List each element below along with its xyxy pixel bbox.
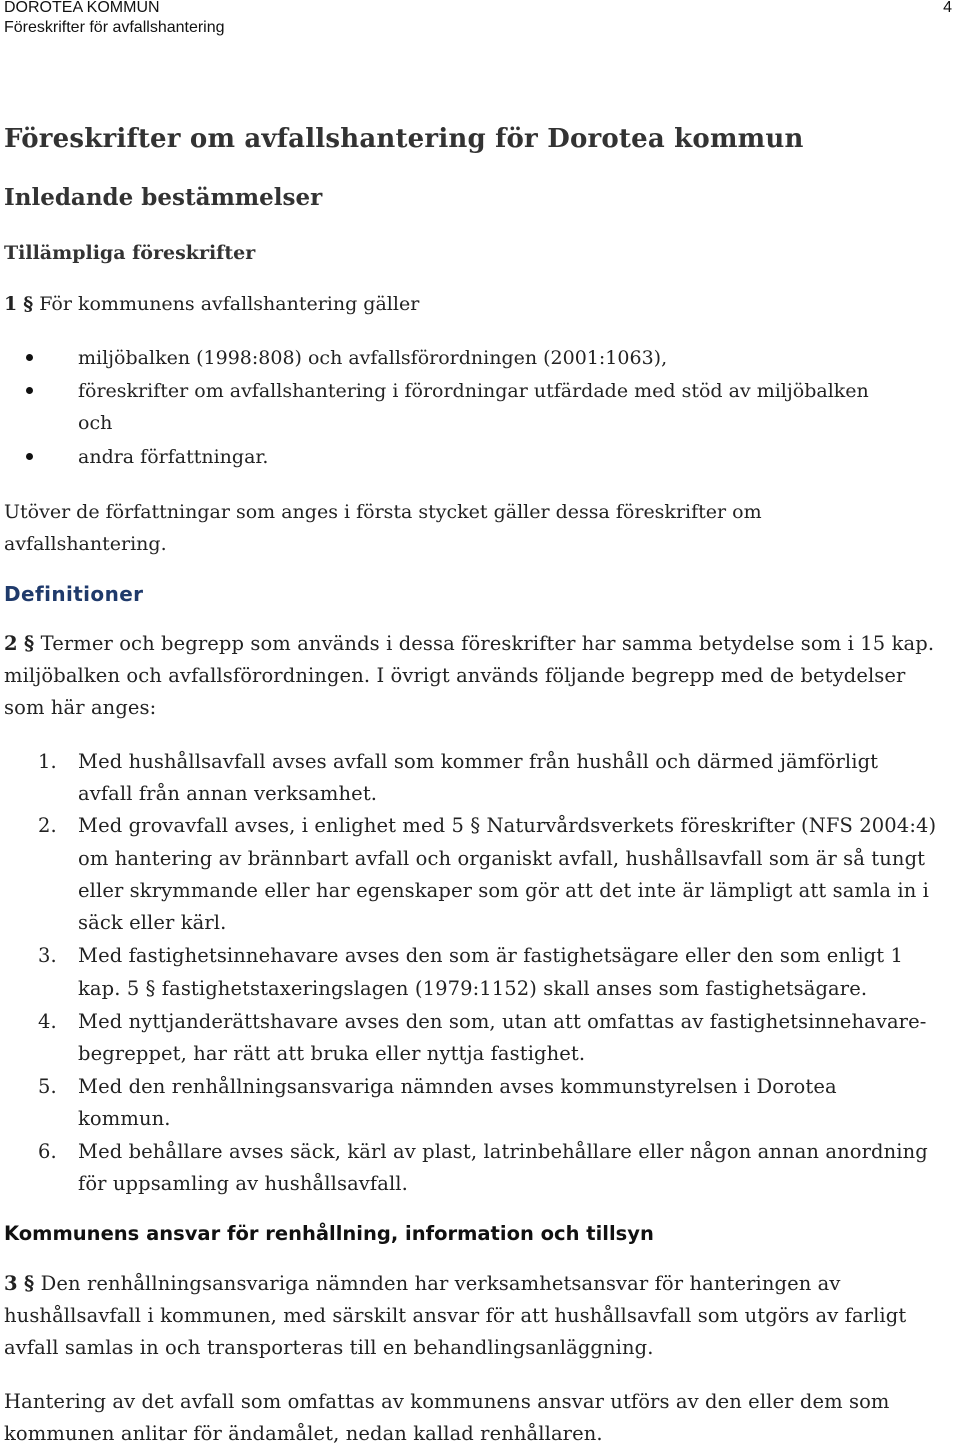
section-mark-icon: § xyxy=(23,1272,35,1295)
definition-text: Med behållare avses säck, kärl av plast, latrinbehållare eller någon annan anordning xyxy=(78,1140,928,1163)
list-item-text: och xyxy=(78,412,113,434)
list-item-text: miljöbalken (1998:808) och avfallsförordningen (2001:1063), xyxy=(78,347,668,369)
paragraph-3-line1 xyxy=(4,1268,841,1300)
paragraph-1 xyxy=(4,288,419,320)
subsection-heading-kommunens-ansvar: Kommunens ansvar för renhållning, information och tillsyn xyxy=(4,1222,654,1245)
paragraph-1-number: 1 xyxy=(4,293,18,315)
paragraph-2-text: Termer och begrepp som används i dessa föreskrifter har samma betydelse som i 15 kap. xyxy=(40,632,935,655)
definition-text: om hantering av brännbart avfall och organiskt avfall, hushållsavfall som är så tungt xyxy=(78,847,926,870)
definition-number: 4. xyxy=(38,1010,57,1033)
list-item-text: andra författningar. xyxy=(78,446,269,468)
bullet-icon xyxy=(26,354,33,361)
definition-text: för uppsamling av hushållsavfall. xyxy=(78,1172,408,1195)
definition-text: kap. 5 § fastighetstaxeringslagen (1979:1152) skall anses som fastighetsägare. xyxy=(78,977,868,1000)
paragraph-2-line3: som här anges: xyxy=(4,696,157,719)
header-subtitle: Föreskrifter för avfallshantering xyxy=(4,19,225,36)
definition-number: 2. xyxy=(38,814,57,837)
subsection-heading-definitioner: Definitioner xyxy=(4,582,144,606)
paragraph-3-text: Den renhållningsansvariga nämnden har verksamhetsansvar för hanteringen av xyxy=(40,1272,841,1295)
bullet-icon xyxy=(26,387,33,394)
paragraph-2-line2: miljöbalken och avfallsförordningen. I övrigt används följande begrepp med de betydelser xyxy=(4,664,906,687)
section-mark-icon: § xyxy=(23,632,35,655)
paragraph-utover-line2: avfallshantering. xyxy=(4,533,167,555)
definition-text: Med fastighetsinnehavare avses den som är fastighetsägare eller den som enligt 1 xyxy=(78,944,903,967)
list-item-text: föreskrifter om avfallshantering i förordningar utfärdade med stöd av miljöbalken xyxy=(78,380,869,402)
definition-text: Med hushållsavfall avses avfall som kommer från hushåll och därmed jämförligt xyxy=(78,750,879,773)
paragraph-2-number: 2 xyxy=(4,632,18,655)
definition-number: 6. xyxy=(38,1140,57,1163)
paragraph-1-text: För kommunens avfallshantering gäller xyxy=(39,293,420,315)
header-org: DOROTEA KOMMUN xyxy=(4,0,160,16)
section-heading-inledande: Inledande bestämmelser xyxy=(4,184,323,211)
definition-text: säck eller kärl. xyxy=(78,911,227,934)
definition-text: Med nyttjanderättshavare avses den som, utan att omfattas av fastighetsinnehavare- xyxy=(78,1010,927,1033)
paragraph-2-line1 xyxy=(4,628,934,660)
definition-text: eller skrymmande eller har egenskaper som gör att det inte är lämpligt att samla in i xyxy=(78,879,929,902)
document-title: Föreskrifter om avfallshantering för Dorotea kommun xyxy=(4,124,804,154)
paragraph-3-line3: avfall samlas in och transporteras till en behandlingsanläggning. xyxy=(4,1336,654,1359)
paragraph-utover-line1: Utöver de författningar som anges i första stycket gäller dessa föreskrifter om xyxy=(4,501,762,523)
definition-number: 5. xyxy=(38,1075,57,1098)
definition-text: avfall från annan verksamhet. xyxy=(78,782,378,805)
definition-text: Med grovavfall avses, i enlighet med 5 § Naturvårdsverkets föreskrifter (NFS 2004:4) xyxy=(78,814,937,837)
definition-text: kommun. xyxy=(78,1107,171,1130)
definition-number: 1. xyxy=(38,750,57,773)
paragraph-3-number: 3 xyxy=(4,1272,18,1295)
paragraph-3-line2: hushållsavfall i kommunen, med särskilt ansvar för att hushållsavfall som utgörs av farligt xyxy=(4,1304,907,1327)
paragraph-hantering-line2: kommunen anlitar för ändamålet, nedan kallad renhållaren. xyxy=(4,1422,603,1445)
page-number: 4 xyxy=(943,0,952,16)
subsection-heading-tillampliga: Tillämpliga föreskrifter xyxy=(4,242,256,264)
definition-text: Med den renhållningsansvariga nämnden avses kommunstyrelsen i Dorotea xyxy=(78,1075,837,1098)
definition-text: begreppet, har rätt att bruka eller nyttja fastighet. xyxy=(78,1042,586,1065)
paragraph-hantering-line1: Hantering av det avfall som omfattas av kommunens ansvar utförs av den eller dem som xyxy=(4,1390,890,1413)
bullet-icon xyxy=(26,453,33,460)
section-mark-icon: § xyxy=(23,293,34,315)
definition-number: 3. xyxy=(38,944,57,967)
